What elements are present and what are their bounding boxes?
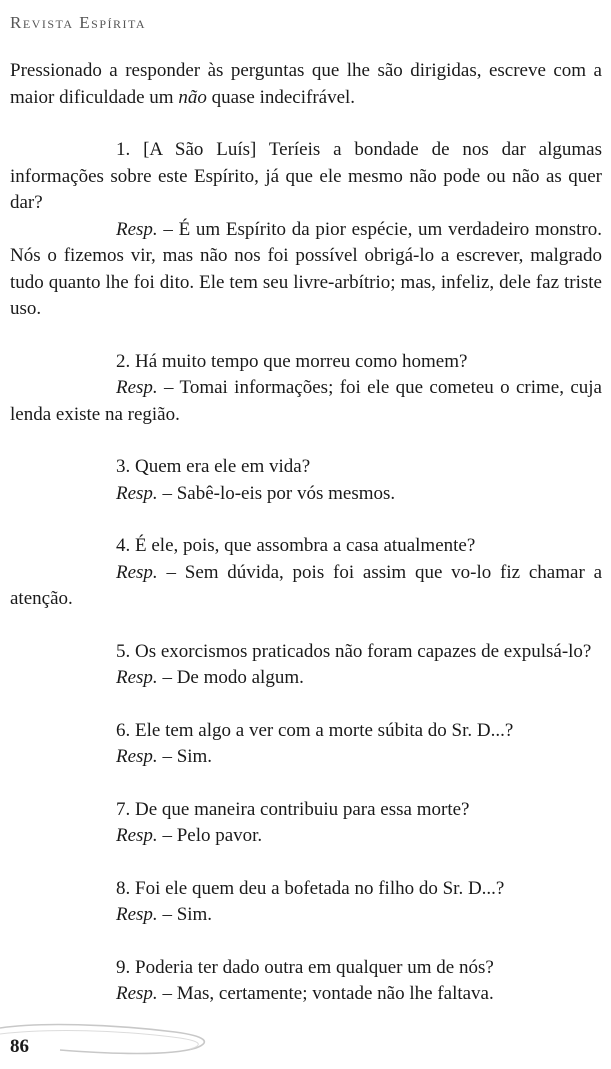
answer-8 <box>10 902 602 929</box>
question-6: 6. Ele tem algo a ver com a morte súbita do Sr. D...? <box>116 719 514 741</box>
resp-label: Resp. <box>116 377 158 398</box>
answer-2 <box>10 375 602 428</box>
page-body <box>10 58 602 1008</box>
answer-6 <box>10 744 602 771</box>
question-3: 3. Quem era ele em vida? <box>116 456 311 477</box>
running-head: Revista Espírita <box>10 13 147 32</box>
resp-label: Resp. <box>116 218 158 240</box>
resp-label: Resp. <box>116 482 158 504</box>
answer-text: – Sim. <box>157 904 213 925</box>
answer-text: – Sim. <box>157 746 213 767</box>
resp-label: Resp. <box>116 746 158 767</box>
resp-label: Resp. <box>116 825 158 846</box>
question-5: 5. Os exorcismos praticados não foram capazes de expulsá-lo? <box>116 640 592 662</box>
question-4: 4. É ele, pois, que assombra a casa atualmente? <box>116 535 476 556</box>
resp-label: Resp. <box>116 561 158 583</box>
answer-text: – Mas, certamente; vontade não lhe faltava. <box>157 983 494 1004</box>
answer-7 <box>10 823 602 850</box>
answer-text: – Sabê-lo-eis por vós mesmos. <box>157 482 396 504</box>
question-1: 1. [A São Luís] Teríeis a bondade de nos dar algumas informações sobre este Espírito, já que ele mesmo não pode ou não as quer dar? <box>10 139 602 213</box>
page-number: 86 <box>10 1036 29 1057</box>
answer-3 <box>10 481 602 508</box>
answer-5 <box>10 665 602 692</box>
intro-paragraph <box>10 58 602 111</box>
question-8: 8. Foi ele quem deu a bofetada no filho do Sr. D...? <box>116 877 505 899</box>
answer-text: – Tomai informações; foi ele que cometeu o crime, cuja lenda existe na região. <box>10 377 602 425</box>
question-2: 2. Há muito tempo que morreu como homem? <box>116 350 468 372</box>
resp-label: Resp. <box>116 667 158 688</box>
answer-text: – De modo algum. <box>157 667 304 688</box>
resp-label: Resp. <box>116 904 158 925</box>
answer-9 <box>10 981 602 1008</box>
footer-swoosh-ornament <box>0 1018 220 1063</box>
answer-1 <box>10 217 602 323</box>
answer-text: – Pelo pavor. <box>157 825 263 846</box>
answer-text: – Sem dúvida, pois foi assim que vo-lo fiz chamar a atenção. <box>10 561 602 609</box>
answer-text: – É um Espírito da pior espécie, um verdadeiro monstro. Nós o fizemos vir, mas não nos foi possível obrigá-lo a escrever, malgrado tudo quanto lhe foi dito. Ele tem seu livre-arbítrio; mas, infeliz, dele faz triste uso. <box>10 218 602 319</box>
question-7: 7. De que maneira contribuiu para essa morte? <box>116 798 470 820</box>
intro-text-before: Pressionado a responder às perguntas que lhe são dirigidas, escreve com a maior dificuldade um <box>10 60 602 108</box>
question-9: 9. Poderia ter dado outra em qualquer um de nós? <box>116 956 494 978</box>
intro-text-after: quase indecifrável. <box>206 86 356 108</box>
answer-4 <box>10 560 602 613</box>
resp-label: Resp. <box>116 983 158 1004</box>
intro-emphasis: não <box>178 86 207 108</box>
